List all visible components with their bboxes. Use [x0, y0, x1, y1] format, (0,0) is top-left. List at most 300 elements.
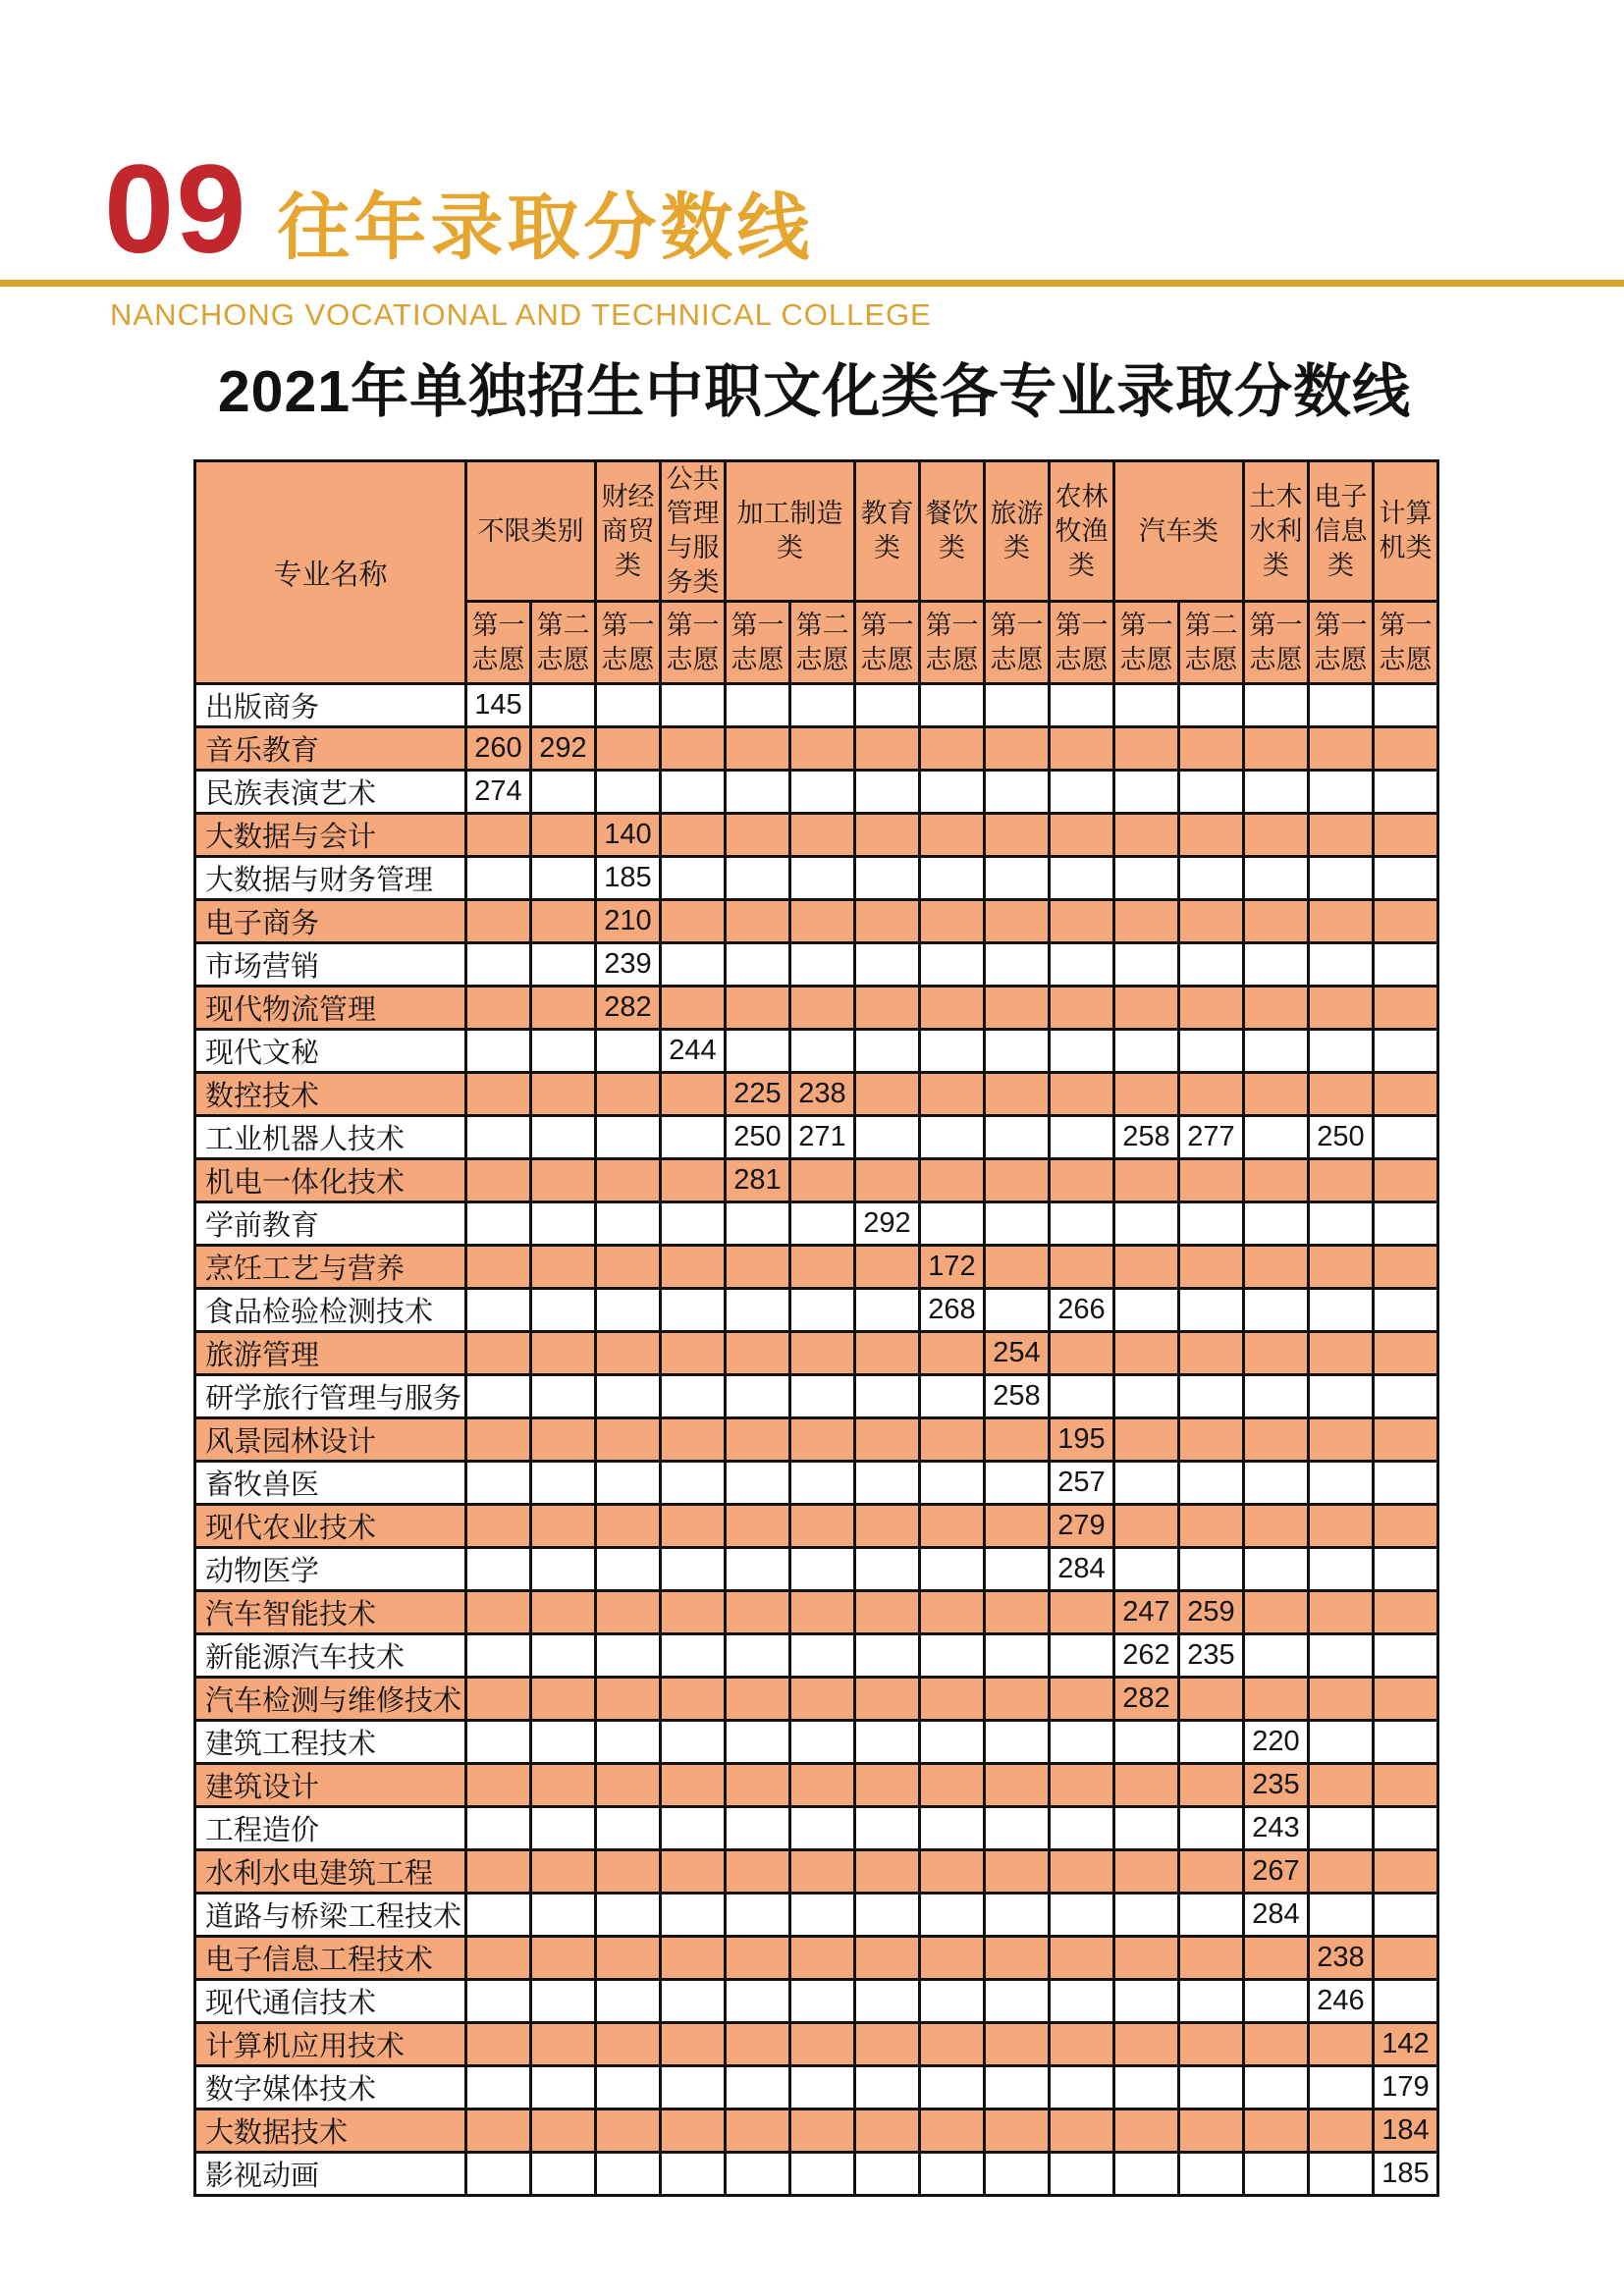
score-cell — [596, 1289, 661, 1332]
score-cell — [596, 1246, 661, 1289]
score-cell — [1309, 1073, 1374, 1116]
score-cell — [1050, 1159, 1114, 1202]
score-cell — [1309, 900, 1374, 943]
score-cell — [726, 1678, 790, 1721]
score-cell — [1244, 2109, 1309, 2153]
score-cell — [855, 1462, 920, 1505]
score-cell — [790, 1505, 855, 1548]
score-cell — [1244, 943, 1309, 987]
score-cell — [1114, 1764, 1179, 1807]
score-cell — [531, 2023, 596, 2066]
score-cell — [466, 1764, 531, 1807]
score-cell — [1244, 1980, 1309, 2023]
score-cell — [1374, 1721, 1438, 1764]
score-cell — [531, 1634, 596, 1678]
score-cell — [661, 1116, 726, 1159]
score-cell — [1309, 1634, 1374, 1678]
score-cell — [855, 1030, 920, 1073]
score-cell — [726, 1548, 790, 1591]
major-name-cell: 学前教育 — [195, 1202, 466, 1246]
column-group-header: 不限类别 — [466, 461, 596, 602]
column-group-header: 土木水利类 — [1244, 461, 1309, 602]
score-cell — [1179, 727, 1244, 771]
score-cell: 246 — [1309, 1980, 1374, 2023]
score-cell — [1114, 684, 1179, 727]
score-cell — [1309, 814, 1374, 857]
score-cell — [855, 1894, 920, 1937]
score-cell — [985, 1980, 1050, 2023]
score-cell — [1114, 900, 1179, 943]
score-cell — [1114, 943, 1179, 987]
score-cell — [466, 1332, 531, 1375]
score-cell — [726, 1246, 790, 1289]
major-name-cell: 民族表演艺术 — [195, 771, 466, 814]
score-cell — [1050, 814, 1114, 857]
score-cell — [466, 1980, 531, 2023]
score-cell — [1114, 2109, 1179, 2153]
score-cell — [1309, 1202, 1374, 1246]
score-cell — [531, 1548, 596, 1591]
score-cell — [661, 1807, 726, 1850]
column-header-major-name: 专业名称 — [195, 461, 466, 684]
score-cell — [920, 1764, 985, 1807]
score-cell — [726, 1634, 790, 1678]
score-cell — [726, 814, 790, 857]
score-cell — [855, 1505, 920, 1548]
score-cell — [596, 2023, 661, 2066]
score-cell — [1309, 1764, 1374, 1807]
table-row — [195, 684, 1438, 727]
score-cell — [1374, 1418, 1438, 1462]
score-cell — [855, 2023, 920, 2066]
score-cell — [1050, 1030, 1114, 1073]
score-cell — [1374, 1073, 1438, 1116]
score-cell — [596, 1850, 661, 1894]
score-cell — [855, 1721, 920, 1764]
major-name-cell: 研学旅行管理与服务 — [195, 1375, 466, 1418]
score-cell — [1309, 1591, 1374, 1634]
score-cell — [1050, 1807, 1114, 1850]
score-cell — [985, 771, 1050, 814]
score-cell — [531, 1505, 596, 1548]
score-cell — [1179, 1202, 1244, 1246]
score-cell — [1374, 1937, 1438, 1980]
score-cell — [1179, 1159, 1244, 1202]
score-cell — [1309, 684, 1374, 727]
score-cell — [1374, 1246, 1438, 1289]
score-cell — [1050, 1634, 1114, 1678]
score-cell — [1114, 857, 1179, 900]
score-cell — [920, 684, 985, 727]
score-cell — [790, 900, 855, 943]
score-cell — [1114, 2066, 1179, 2109]
score-cell — [466, 2153, 531, 2196]
score-cell: 140 — [596, 814, 661, 857]
score-cell — [855, 1116, 920, 1159]
score-cell — [1244, 900, 1309, 943]
score-cell — [1179, 2109, 1244, 2153]
score-cell — [661, 2109, 726, 2153]
score-cell — [920, 900, 985, 943]
score-cell — [661, 2066, 726, 2109]
table-row — [195, 727, 1438, 771]
score-cell — [1244, 1462, 1309, 1505]
score-cell — [466, 1116, 531, 1159]
score-cell: 267 — [1244, 1850, 1309, 1894]
column-subheader-choice: 第二志愿 — [790, 602, 855, 684]
score-cell — [1050, 1332, 1114, 1375]
column-group-header: 公共管理与服务类 — [661, 461, 726, 602]
score-cell — [1244, 771, 1309, 814]
score-cell — [855, 1678, 920, 1721]
score-cell — [790, 1246, 855, 1289]
score-cell — [790, 1548, 855, 1591]
score-cell — [466, 1894, 531, 1937]
score-cell — [1374, 1894, 1438, 1937]
score-cell — [790, 684, 855, 727]
score-cell — [726, 900, 790, 943]
score-cell — [726, 2109, 790, 2153]
score-cell — [596, 1116, 661, 1159]
score-cell — [466, 1462, 531, 1505]
score-cell — [920, 1850, 985, 1894]
score-cell — [985, 1246, 1050, 1289]
score-cell: 268 — [920, 1289, 985, 1332]
score-cell — [790, 1159, 855, 1202]
score-cell — [985, 900, 1050, 943]
score-cell — [531, 1116, 596, 1159]
score-cell — [1309, 1418, 1374, 1462]
score-cell — [920, 1807, 985, 1850]
score-cell — [790, 1937, 855, 1980]
score-cell — [466, 814, 531, 857]
major-name-cell: 工程造价 — [195, 1807, 466, 1850]
college-name-english: NANCHONG VOCATIONAL AND TECHNICAL COLLEGE — [110, 297, 932, 332]
score-cell — [661, 727, 726, 771]
score-cell — [985, 1159, 1050, 1202]
score-cell: 238 — [790, 1073, 855, 1116]
score-cell — [1179, 1375, 1244, 1418]
score-cell — [790, 2066, 855, 2109]
table-row — [195, 1246, 1438, 1289]
score-cell — [1179, 2066, 1244, 2109]
score-cell — [661, 943, 726, 987]
score-cell: 172 — [920, 1246, 985, 1289]
scores-table — [193, 459, 1439, 2197]
score-cell — [1309, 2109, 1374, 2153]
major-name-cell: 水利水电建筑工程 — [195, 1850, 466, 1894]
score-cell — [1244, 1375, 1309, 1418]
score-cell — [1374, 1548, 1438, 1591]
score-cell — [1309, 2023, 1374, 2066]
score-cell — [790, 1030, 855, 1073]
column-subheader-choice: 第一志愿 — [855, 602, 920, 684]
column-subheader-choice: 第一志愿 — [726, 602, 790, 684]
major-name-cell: 大数据技术 — [195, 2109, 466, 2153]
column-subheader-choice: 第一志愿 — [661, 602, 726, 684]
score-cell — [726, 1980, 790, 2023]
score-cell — [1050, 1591, 1114, 1634]
score-cell — [985, 1073, 1050, 1116]
score-cell — [596, 1462, 661, 1505]
score-cell — [726, 1462, 790, 1505]
major-name-cell: 动物医学 — [195, 1548, 466, 1591]
score-cell — [1374, 1807, 1438, 1850]
score-cell — [1114, 1159, 1179, 1202]
major-name-cell: 建筑工程技术 — [195, 1721, 466, 1764]
score-cell — [596, 1764, 661, 1807]
score-cell — [1114, 1289, 1179, 1332]
score-cell — [661, 1073, 726, 1116]
score-cell: 225 — [726, 1073, 790, 1116]
score-cell — [855, 684, 920, 727]
score-cell — [596, 1418, 661, 1462]
score-cell — [1114, 1030, 1179, 1073]
score-cell — [726, 1721, 790, 1764]
score-cell — [466, 1246, 531, 1289]
score-cell — [1050, 857, 1114, 900]
score-cell — [1179, 684, 1244, 727]
score-cell — [920, 1159, 985, 1202]
score-cell — [1050, 1850, 1114, 1894]
score-cell — [1309, 1159, 1374, 1202]
major-name-cell: 工业机器人技术 — [195, 1116, 466, 1159]
score-cell — [1309, 857, 1374, 900]
score-cell — [985, 1937, 1050, 1980]
score-cell — [1179, 987, 1244, 1030]
score-cell — [1114, 1894, 1179, 1937]
score-cell — [531, 1678, 596, 1721]
score-cell — [920, 2066, 985, 2109]
score-cell — [1309, 1289, 1374, 1332]
score-cell — [726, 684, 790, 727]
score-cell: 179 — [1374, 2066, 1438, 2109]
score-cell — [790, 1721, 855, 1764]
score-cell — [1179, 1721, 1244, 1764]
score-cell — [1244, 814, 1309, 857]
table-row — [195, 814, 1438, 857]
score-cell — [1244, 1332, 1309, 1375]
score-cell — [726, 2066, 790, 2109]
score-cell — [1244, 2023, 1309, 2066]
score-cell — [985, 1462, 1050, 1505]
score-cell — [531, 1418, 596, 1462]
score-cell — [985, 1721, 1050, 1764]
score-cell — [1244, 727, 1309, 771]
major-name-cell: 畜牧兽医 — [195, 1462, 466, 1505]
score-cell — [920, 987, 985, 1030]
score-cell — [1050, 2153, 1114, 2196]
score-cell — [985, 1678, 1050, 1721]
major-name-cell: 计算机应用技术 — [195, 2023, 466, 2066]
score-cell: 282 — [1114, 1678, 1179, 1721]
score-cell — [726, 1289, 790, 1332]
score-cell — [855, 771, 920, 814]
score-cell — [920, 771, 985, 814]
score-cell: 271 — [790, 1116, 855, 1159]
score-cell — [855, 1850, 920, 1894]
score-cell — [920, 1462, 985, 1505]
score-cell — [596, 771, 661, 814]
score-cell — [1374, 857, 1438, 900]
score-cell — [531, 1721, 596, 1764]
score-cell — [1374, 1980, 1438, 2023]
score-cell — [855, 2109, 920, 2153]
column-group-header: 电子信息类 — [1309, 461, 1374, 602]
score-cell — [596, 1332, 661, 1375]
score-cell — [855, 2153, 920, 2196]
column-group-header: 教育类 — [855, 461, 920, 602]
score-cell — [1374, 814, 1438, 857]
score-cell — [1309, 1678, 1374, 1721]
score-cell — [790, 1202, 855, 1246]
table-row — [195, 1116, 1438, 1159]
score-cell — [661, 1634, 726, 1678]
score-cell — [1050, 1202, 1114, 1246]
table-row — [195, 1030, 1438, 1073]
score-cell — [661, 1375, 726, 1418]
major-name-cell: 电子信息工程技术 — [195, 1937, 466, 1980]
score-cell — [1179, 1678, 1244, 1721]
score-cell — [1374, 771, 1438, 814]
score-cell — [920, 1980, 985, 2023]
score-cell — [531, 1980, 596, 2023]
score-cell — [985, 1030, 1050, 1073]
score-cell — [726, 1937, 790, 1980]
score-cell — [531, 1894, 596, 1937]
score-cell — [531, 1030, 596, 1073]
header-row-groups — [195, 461, 1438, 602]
score-cell — [920, 1721, 985, 1764]
major-name-cell: 现代物流管理 — [195, 987, 466, 1030]
score-cell — [920, 1073, 985, 1116]
score-cell — [1244, 684, 1309, 727]
score-cell — [1179, 1073, 1244, 1116]
score-cell — [466, 1073, 531, 1116]
score-cell — [726, 857, 790, 900]
column-subheader-choice: 第一志愿 — [596, 602, 661, 684]
score-cell — [1244, 857, 1309, 900]
score-cell — [1179, 1289, 1244, 1332]
score-cell — [726, 1332, 790, 1375]
score-cell — [531, 1807, 596, 1850]
column-subheader-choice: 第一志愿 — [466, 602, 531, 684]
score-cell — [1050, 2066, 1114, 2109]
score-cell — [726, 1202, 790, 1246]
score-cell — [1309, 943, 1374, 987]
score-cell — [726, 727, 790, 771]
score-cell: 292 — [855, 1202, 920, 1246]
score-cell: 274 — [466, 771, 531, 814]
score-cell — [920, 1634, 985, 1678]
score-cell — [661, 1462, 726, 1505]
score-cell — [661, 684, 726, 727]
score-cell: 239 — [596, 943, 661, 987]
score-cell — [1179, 1246, 1244, 1289]
score-cell — [531, 1937, 596, 1980]
score-cell: 244 — [661, 1030, 726, 1073]
score-cell: 185 — [596, 857, 661, 900]
score-cell — [1114, 814, 1179, 857]
score-cell — [531, 1202, 596, 1246]
score-cell — [920, 1505, 985, 1548]
major-name-cell: 风景园林设计 — [195, 1418, 466, 1462]
score-cell — [1050, 2023, 1114, 2066]
table-row — [195, 1505, 1438, 1548]
score-cell — [661, 1548, 726, 1591]
table-row — [195, 1678, 1438, 1721]
score-cell — [1050, 987, 1114, 1030]
score-cell — [985, 943, 1050, 987]
score-cell — [985, 2153, 1050, 2196]
score-cell — [531, 684, 596, 727]
score-cell — [1374, 987, 1438, 1030]
score-cell — [726, 943, 790, 987]
major-name-cell: 现代通信技术 — [195, 1980, 466, 2023]
score-cell — [661, 1591, 726, 1634]
score-cell — [466, 1202, 531, 1246]
major-name-cell: 音乐教育 — [195, 727, 466, 771]
score-cell — [531, 2066, 596, 2109]
score-cell — [1050, 1116, 1114, 1159]
score-cell — [790, 1634, 855, 1678]
score-cell — [855, 987, 920, 1030]
score-cell — [1374, 1289, 1438, 1332]
score-cell — [531, 1591, 596, 1634]
score-cell — [855, 727, 920, 771]
column-subheader-choice: 第二志愿 — [531, 602, 596, 684]
score-cell — [661, 857, 726, 900]
score-cell: 292 — [531, 727, 596, 771]
score-cell — [466, 1030, 531, 1073]
score-cell — [596, 2153, 661, 2196]
score-cell — [726, 1850, 790, 1894]
score-cell — [466, 1591, 531, 1634]
score-cell — [985, 1418, 1050, 1462]
score-cell — [466, 900, 531, 943]
major-name-cell: 旅游管理 — [195, 1332, 466, 1375]
score-cell — [790, 1462, 855, 1505]
score-cell — [661, 1894, 726, 1937]
major-name-cell: 汽车智能技术 — [195, 1591, 466, 1634]
score-cell — [790, 1764, 855, 1807]
score-cell — [661, 1332, 726, 1375]
table-row — [195, 1073, 1438, 1116]
score-cell — [1179, 1980, 1244, 2023]
score-cell — [985, 1289, 1050, 1332]
score-cell — [596, 1634, 661, 1678]
score-cell — [855, 1980, 920, 2023]
table-row — [195, 1375, 1438, 1418]
score-cell — [1374, 1030, 1438, 1073]
score-cell — [726, 1505, 790, 1548]
score-cell — [466, 1678, 531, 1721]
score-cell — [726, 1418, 790, 1462]
table-row — [195, 1894, 1438, 1937]
score-cell: 235 — [1244, 1764, 1309, 1807]
major-name-cell: 现代农业技术 — [195, 1505, 466, 1548]
table-row — [195, 1721, 1438, 1764]
score-cell — [1244, 1505, 1309, 1548]
table-row — [195, 1807, 1438, 1850]
score-cell — [1179, 1937, 1244, 1980]
score-cell — [1179, 1505, 1244, 1548]
table-row — [195, 1548, 1438, 1591]
score-cell — [661, 987, 726, 1030]
score-cell — [661, 1246, 726, 1289]
score-cell — [531, 1246, 596, 1289]
score-cell — [790, 1591, 855, 1634]
